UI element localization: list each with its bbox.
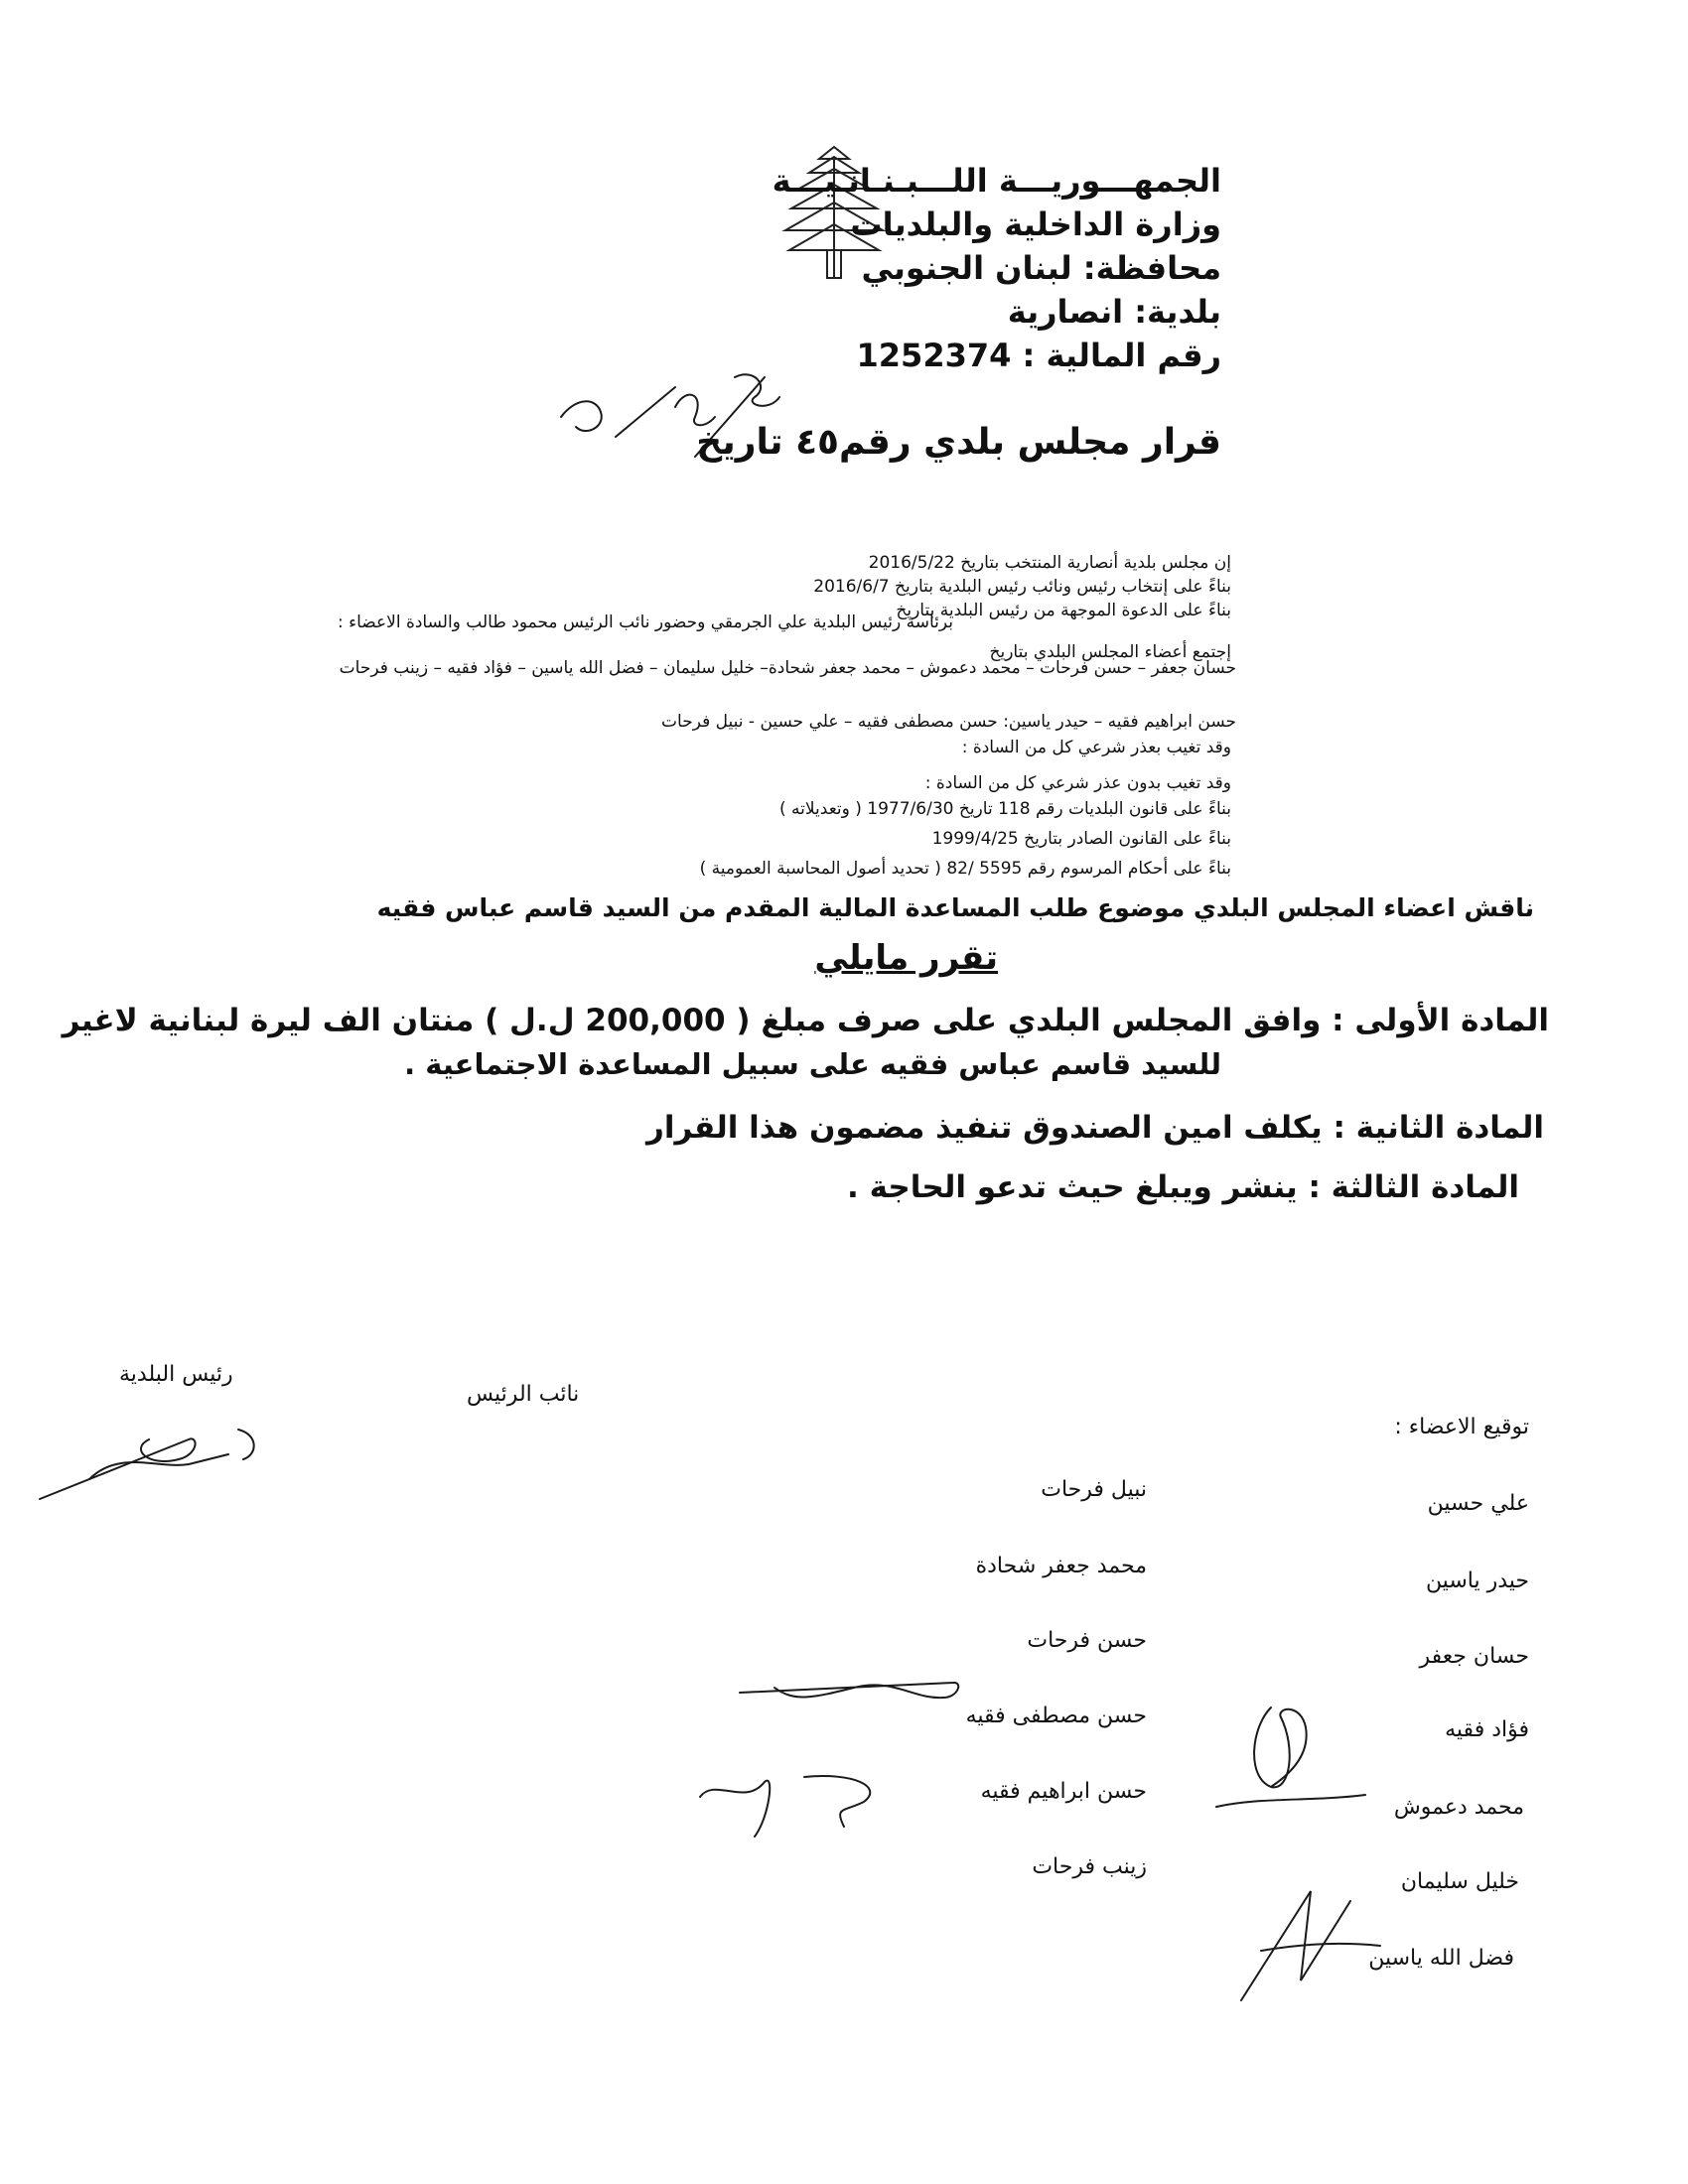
member-signature [695, 1757, 914, 1846]
member-signature [1211, 1688, 1370, 1827]
discussion-line: ناقش اعضاء المجلس البلدي موضوع طلب المساعدة المالية المقدم من السيد قاسم عباس فقيه [376, 893, 1534, 922]
member-name: فؤاد فقيه [1445, 1717, 1529, 1742]
municipality-name: بلدية: انصارية [1007, 293, 1221, 331]
member-name: محمد دعموش [1393, 1795, 1524, 1820]
member-name: حيدر ياسين [1425, 1569, 1529, 1593]
preamble-line: وقد تغيب بعذر شرعي كل من السادة : [961, 738, 1231, 757]
preamble-line: بناءً على أحكام المرسوم رقم 5595 /82 ( تحديد أصول المحاسبة العمومية ) [699, 859, 1231, 879]
preamble-line: إن مجلس بلدية أنصارية المنتخب بتاريخ 2016/5/22 [868, 553, 1231, 573]
preamble-line: بناءً على قانون البلديات رقم 118 تاريخ 1977/6/30 ( وتعديلاته ) [779, 799, 1231, 819]
preamble-line: وقد تغيب بدون عذر شرعي كل من السادة : [924, 773, 1231, 793]
member-name: زينب فرحات [1032, 1854, 1147, 1879]
preamble-line: حسان جعفر – حسن فرحات – محمد دعموش – محمد جعفر شحادة– خليل سليمان – فضل الله ياسين – فؤاد فقيه – زينب فرحات [339, 658, 1236, 678]
article-one-continued: للسيد قاسم عباس فقيه على سبيل المساعدة الاجتماعية . [404, 1047, 1221, 1081]
member-signature [1221, 1881, 1390, 2010]
decision-title: قرار مجلس بلدي رقم٤٥ تاريخ [696, 422, 1221, 463]
preamble-line: بناءً على القانون الصادر بتاريخ 1999/4/25 [931, 829, 1231, 849]
preamble-line: إجتمع أعضاء المجلس البلدي بتاريخ [989, 642, 1231, 662]
member-name: حسن ابراهيم فقيه [980, 1779, 1147, 1804]
preamble-line: برئاسة رئيس البلدية علي الجرمقي وحضور نائب الرئيس محمود طالب والسادة الاعضاء : [337, 613, 953, 632]
member-name: حسن فرحات [1027, 1628, 1147, 1653]
member-name: فضل الله ياسين [1368, 1946, 1514, 1971]
preamble-line: بناءً على إنتخاب رئيس ونائب رئيس البلدية بتاريخ 2016/6/7 [813, 577, 1231, 597]
finance-number: رقم المالية : 1252374 [856, 337, 1221, 374]
member-name: حسان جعفر [1419, 1644, 1529, 1669]
preamble-line: حسن ابراهيم فقيه – حيدر ياسين: حسن مصطفى فقيه – علي حسين - نبيل فرحات [661, 712, 1236, 732]
member-name: محمد جعفر شحادة [975, 1554, 1147, 1578]
member-name: نبيل فرحات [1041, 1477, 1147, 1502]
article-one: المادة الأولى : وافق المجلس البلدي على صرف مبلغ ( 200,000 ل.ل ) منتان الف ليرة لبنانية لاغير [62, 1003, 1549, 1038]
member-signature [735, 1658, 973, 1717]
governorate-name: محافظة: لبنان الجنوبي [861, 249, 1221, 287]
member-name: خليل سليمان [1400, 1869, 1519, 1894]
decides-heading: تقرر مايلي [814, 938, 998, 978]
article-three: المادة الثالثة : ينشر ويبلغ حيث تدعو الحاجة . [847, 1169, 1519, 1205]
member-name: علي حسين [1427, 1491, 1529, 1516]
article-two: المادة الثانية : يكلف امين الصندوق تنفيذ مضمون هذا القرار [646, 1110, 1544, 1146]
ministry-name: وزارة الداخلية والبلديات [850, 205, 1221, 243]
republic-name: الجمهـــوريـــة اللـــبـنـانـيـــة [772, 162, 1221, 200]
member-name: حسن مصطفى فقيه [965, 1704, 1147, 1728]
preamble-line: بناءً على الدعوة الموجهة من رئيس البلدية بتاريخ [896, 601, 1231, 620]
deputy-label: نائب الرئيس [467, 1382, 580, 1407]
members-title: توقيع الاعضاء : [1394, 1415, 1529, 1439]
mayor-label: رئيس البلدية [119, 1362, 233, 1387]
mayor-signature [30, 1410, 288, 1509]
